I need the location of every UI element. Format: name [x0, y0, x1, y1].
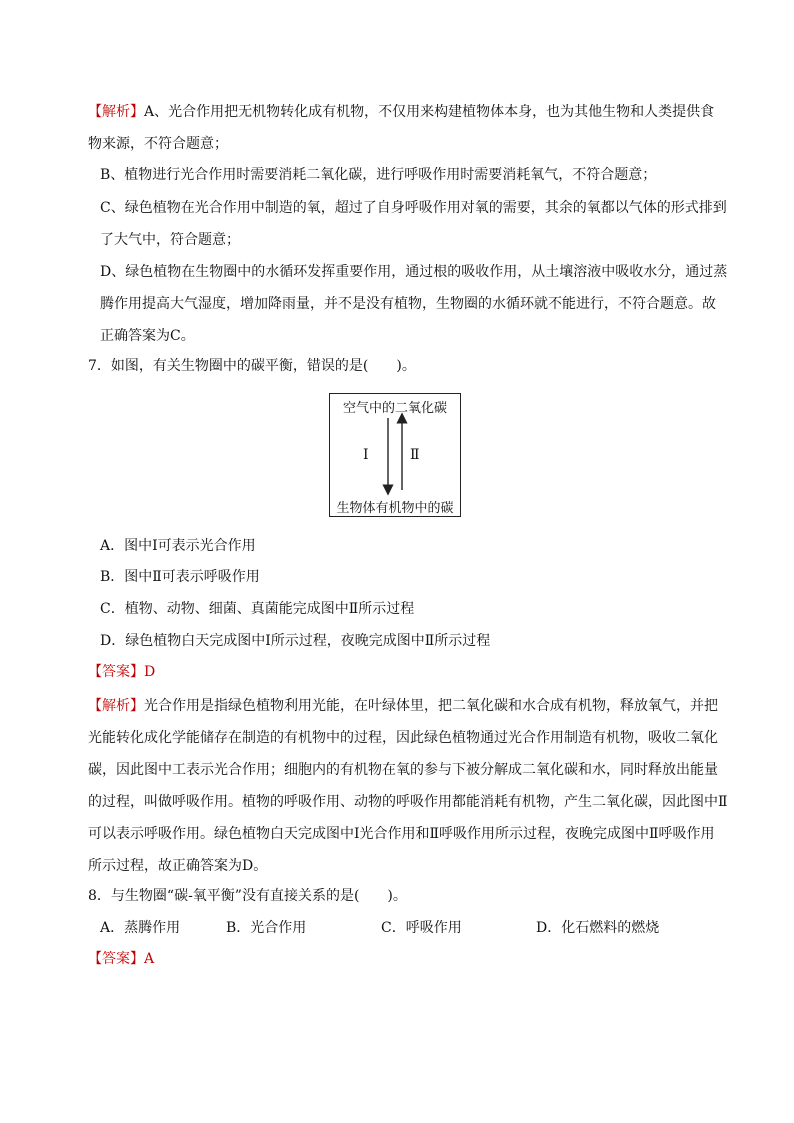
q7-option-c: C．植物、动物、细菌、真菌能完成图中Ⅱ所示过程 [100, 601, 415, 617]
q6-analysis-a [88, 96, 728, 160]
q6-analysis-d-answer: C [170, 328, 181, 344]
analysis-tag: 【解析】 [88, 698, 144, 714]
q8-option-c: C．呼吸作用 [381, 920, 462, 936]
answer-tag: 【答案】 [88, 951, 144, 967]
q8-answer [88, 949, 154, 969]
q7-analysis-text: 光合作用是指绿色植物利用光能，在叶绿体里，把二氧化碳和水合成有机物，释放氧气，并把光能转化成化学能储存在制造的有机物中的过程，因此绿色植物通过光合作用制造有机物，吸收二氧化碳，因此图中工表示光合作用；细胞内的有机物在氧的参与下被分解成二氧化碳和水，同时释放出能量的过程，叫做呼吸作用。植物的呼吸作用、动物的呼吸作用都能消耗有机物，产生二氧化碳，因此图中Ⅱ可以表示呼吸作用。绿色植物白天完成图中Ⅰ光合作用和Ⅱ呼吸作用所示过程，夜晚完成图中Ⅱ呼吸作用所示过程，故正确答案为 [88, 698, 728, 874]
arrow-down-label: Ⅰ [363, 447, 369, 463]
q6-analysis-c: C、绿色植物在光合作用中制造的氧，超过了自身呼吸作用对氧的需要，其余的氧都以气体的形式排到了大气中，符合题意； [100, 200, 727, 248]
q7-option-a: A．图中Ⅰ可表示光合作用 [100, 538, 256, 554]
q8-option-d: D．化石燃料的燃烧 [536, 920, 660, 936]
diagram-top-label: 空气中的二氧化碳 [342, 401, 447, 416]
q8-stem: 8．与生物圈“碳-氧平衡”没有直接关系的是( )。 [88, 888, 407, 904]
q7-stem: 7．如图，有关生物圈中的碳平衡，错误的是( )。 [88, 358, 416, 374]
q7-answer-value: D [144, 664, 156, 680]
q8-answer-value: A [144, 951, 155, 967]
diagram-bottom-label: 生物体有机物中的碳 [336, 501, 454, 516]
q6-analysis-a-text: A、光合作用把无机物转化成有机物，不仅用来构建植物体本身，也为其他生物和人类提供食物来源，不符合题意； [88, 104, 715, 152]
q6-analysis-d-text: D、绿色植物在生物圈中的水循环发挥重要作用，通过根的吸收作用，从土壤溶液中吸收水分，通过蒸腾作用提高大气湿度，增加降雨量，并不是没有植物，生物圈的水循环就不能进行，不符合题意。故正确答案为 [100, 264, 728, 344]
carbon-cycle-diagram [329, 393, 461, 517]
analysis-tag: 【解析】 [88, 104, 144, 120]
q7-option-b: B．图中Ⅱ可表示呼吸作用 [100, 569, 260, 585]
q6-analysis-b: B、植物进行光合作用时需要消耗二氧化碳，进行呼吸作用时需要消耗氧气，不符合题意； [100, 167, 657, 183]
answer-tag: 【答案】 [88, 664, 144, 680]
q6-analysis-d: D、绿色植物在生物圈中的水循环发挥重要作用，通过根的吸收作用，从土壤溶液中吸收水分，通过蒸腾作用提高大气湿度，增加降雨量，并不是没有植物，生物圈的水循环就不能进行，不符合题意。故正确答案为C。 [100, 264, 728, 344]
q8-option-a: A．蒸腾作用 [100, 920, 181, 936]
q7-option-d: D．绿色植物白天完成图中Ⅰ所示过程，夜晚完成图中Ⅱ所示过程 [100, 633, 491, 649]
q7-answer [88, 662, 155, 682]
q8-option-b: B．光合作用 [226, 920, 307, 936]
q7-analysis: 【解析】光合作用是指绿色植物利用光能，在叶绿体里，把二氧化碳和水合成有机物，释放氧气，并把光能转化成化学能储存在制造的有机物中的过程，因此绿色植物通过光合作用制造有机物，吸收二氧化碳，因此图中工表示光合作用；细胞内的有机物在氧的参与下被分解成二氧化碳和水，同时释放出能量的过程，叫做呼吸作用。植物的呼吸作用、动物的呼吸作用都能消耗有机物，产生二氧化碳，因此图中Ⅱ可以表示呼吸作用。绿色植物白天完成图中Ⅰ光合作用和Ⅱ呼吸作用所示过程，夜晚完成图中Ⅱ呼吸作用所示过程，故正确答案为D。 [88, 698, 728, 874]
q7-analysis-answer: D [242, 858, 254, 874]
arrow-up-label: Ⅱ [410, 447, 420, 463]
